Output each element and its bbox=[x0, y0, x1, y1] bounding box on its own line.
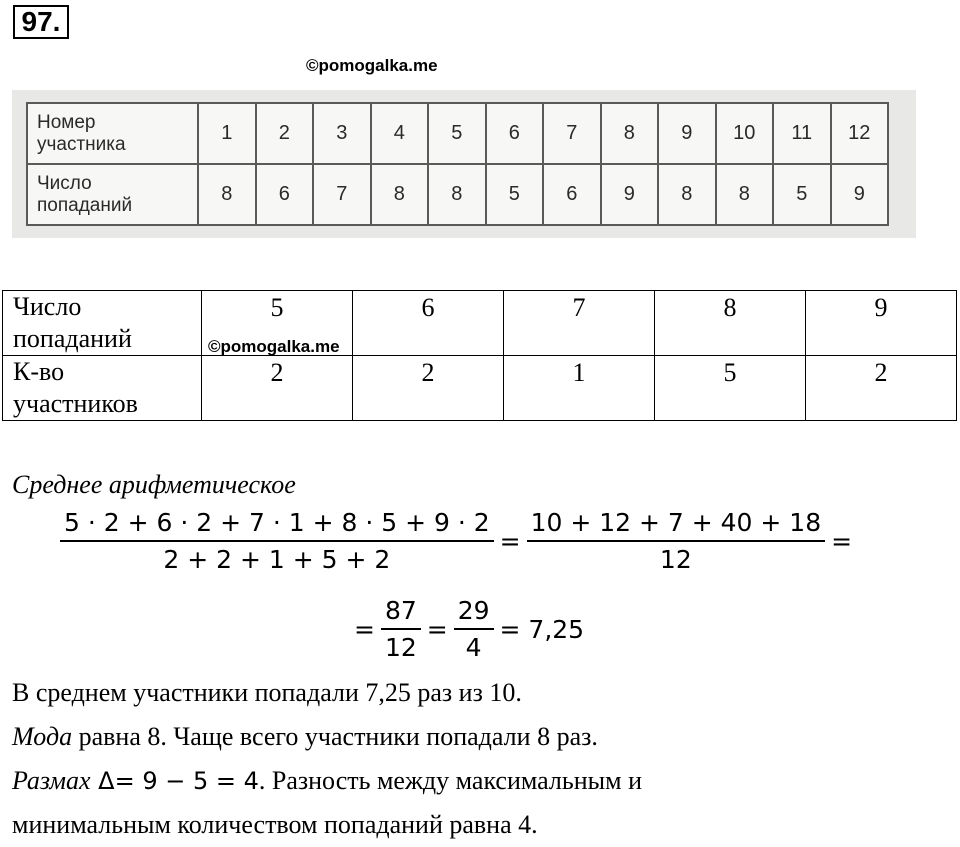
range-text: . Разность между максимальным и bbox=[258, 766, 643, 795]
range-label: Размах bbox=[12, 766, 91, 795]
scanned-table-image bbox=[12, 90, 916, 238]
table-row bbox=[3, 291, 957, 356]
row-header: К-во участников bbox=[3, 356, 202, 421]
table-cell: 8 bbox=[716, 164, 774, 225]
table-cell: 6 bbox=[543, 164, 601, 225]
mode-label: Мода bbox=[12, 722, 73, 751]
table-cell: 2 bbox=[353, 356, 504, 421]
equals-sign: = bbox=[354, 614, 375, 644]
denominator: 12 bbox=[659, 545, 692, 574]
table-cell: 7 bbox=[543, 103, 601, 164]
table-cell: 5 bbox=[428, 103, 486, 164]
mean-result: = 7,25 bbox=[499, 614, 585, 644]
table-cell: 4 bbox=[371, 103, 429, 164]
mode-line bbox=[12, 722, 598, 752]
equals-sign: = bbox=[499, 526, 521, 556]
table-cell: 2 bbox=[202, 356, 353, 421]
table-cell: 9 bbox=[658, 103, 716, 164]
table-cell: 8 bbox=[198, 164, 256, 225]
denominator: 4 bbox=[465, 633, 482, 662]
table-cell: 1 bbox=[198, 103, 256, 164]
numerator: 10 + 12 + 7 + 40 + 18 bbox=[527, 508, 826, 542]
table-cell: 9 bbox=[601, 164, 659, 225]
mode-text: равна 8. Чаще всего участники попадали 8 раз. bbox=[72, 722, 598, 751]
range-formula: Δ= 9 − 5 = 4 bbox=[90, 767, 259, 795]
watermark: ©pomogalka.me bbox=[208, 337, 340, 356]
mean-formula-line2 bbox=[348, 596, 590, 662]
table-row bbox=[27, 103, 888, 164]
mean-label: Среднее арифметическое bbox=[12, 470, 296, 499]
table-cell: 12 bbox=[831, 103, 889, 164]
table-cell: 8 bbox=[601, 103, 659, 164]
table-cell: 5 bbox=[773, 164, 831, 225]
row-header: Число попаданий bbox=[27, 164, 198, 225]
table-cell: 7 bbox=[313, 164, 371, 225]
denominator: 2 + 2 + 1 + 5 + 2 bbox=[163, 545, 391, 574]
table-cell: 6 bbox=[486, 103, 544, 164]
table-cell: 11 bbox=[773, 103, 831, 164]
table-cell: 8 bbox=[428, 164, 486, 225]
fraction bbox=[527, 508, 826, 574]
table-row bbox=[27, 164, 888, 225]
equals-sign: = bbox=[831, 526, 853, 556]
watermark: ©pomogalka.me bbox=[306, 56, 438, 75]
numerator: 29 bbox=[454, 596, 494, 630]
table-cell: 9 bbox=[806, 291, 957, 356]
table-cell: 8 bbox=[658, 164, 716, 225]
numerator: 5 · 2 + 6 · 2 + 7 · 1 + 8 · 5 + 9 · 2 bbox=[60, 508, 494, 542]
row-header: Число попаданий bbox=[3, 291, 202, 356]
fraction bbox=[381, 596, 421, 662]
row-header: Номер участника bbox=[27, 103, 198, 164]
mean-formula-line1 bbox=[60, 508, 858, 574]
mean-conclusion: В среднем участники попадали 7,25 раз из 10. bbox=[12, 678, 522, 707]
table-cell: 8 bbox=[371, 164, 429, 225]
denominator: 12 bbox=[384, 633, 417, 662]
table-cell: 6 bbox=[256, 164, 314, 225]
participants-table bbox=[26, 102, 889, 226]
table-row bbox=[3, 356, 957, 421]
table-cell: 2 bbox=[256, 103, 314, 164]
table-cell: 10 bbox=[716, 103, 774, 164]
table-cell: 9 bbox=[831, 164, 889, 225]
range-line bbox=[12, 766, 642, 796]
table-cell: 2 bbox=[806, 356, 957, 421]
frequency-table bbox=[2, 290, 957, 421]
table-cell: 5 bbox=[202, 291, 353, 356]
table-cell: 6 bbox=[353, 291, 504, 356]
table-cell: 5 bbox=[486, 164, 544, 225]
problem-number: 97. bbox=[13, 5, 69, 39]
equals-sign: = bbox=[426, 614, 448, 644]
numerator: 87 bbox=[381, 596, 421, 630]
fraction bbox=[454, 596, 494, 662]
range-line-2: минимальным количеством попаданий равна 4. bbox=[12, 810, 538, 839]
fraction bbox=[60, 508, 494, 574]
table-cell: 7 bbox=[504, 291, 655, 356]
table-cell: 1 bbox=[504, 356, 655, 421]
table-cell: 3 bbox=[313, 103, 371, 164]
table-cell: 5 bbox=[655, 356, 806, 421]
table-cell: 8 bbox=[655, 291, 806, 356]
